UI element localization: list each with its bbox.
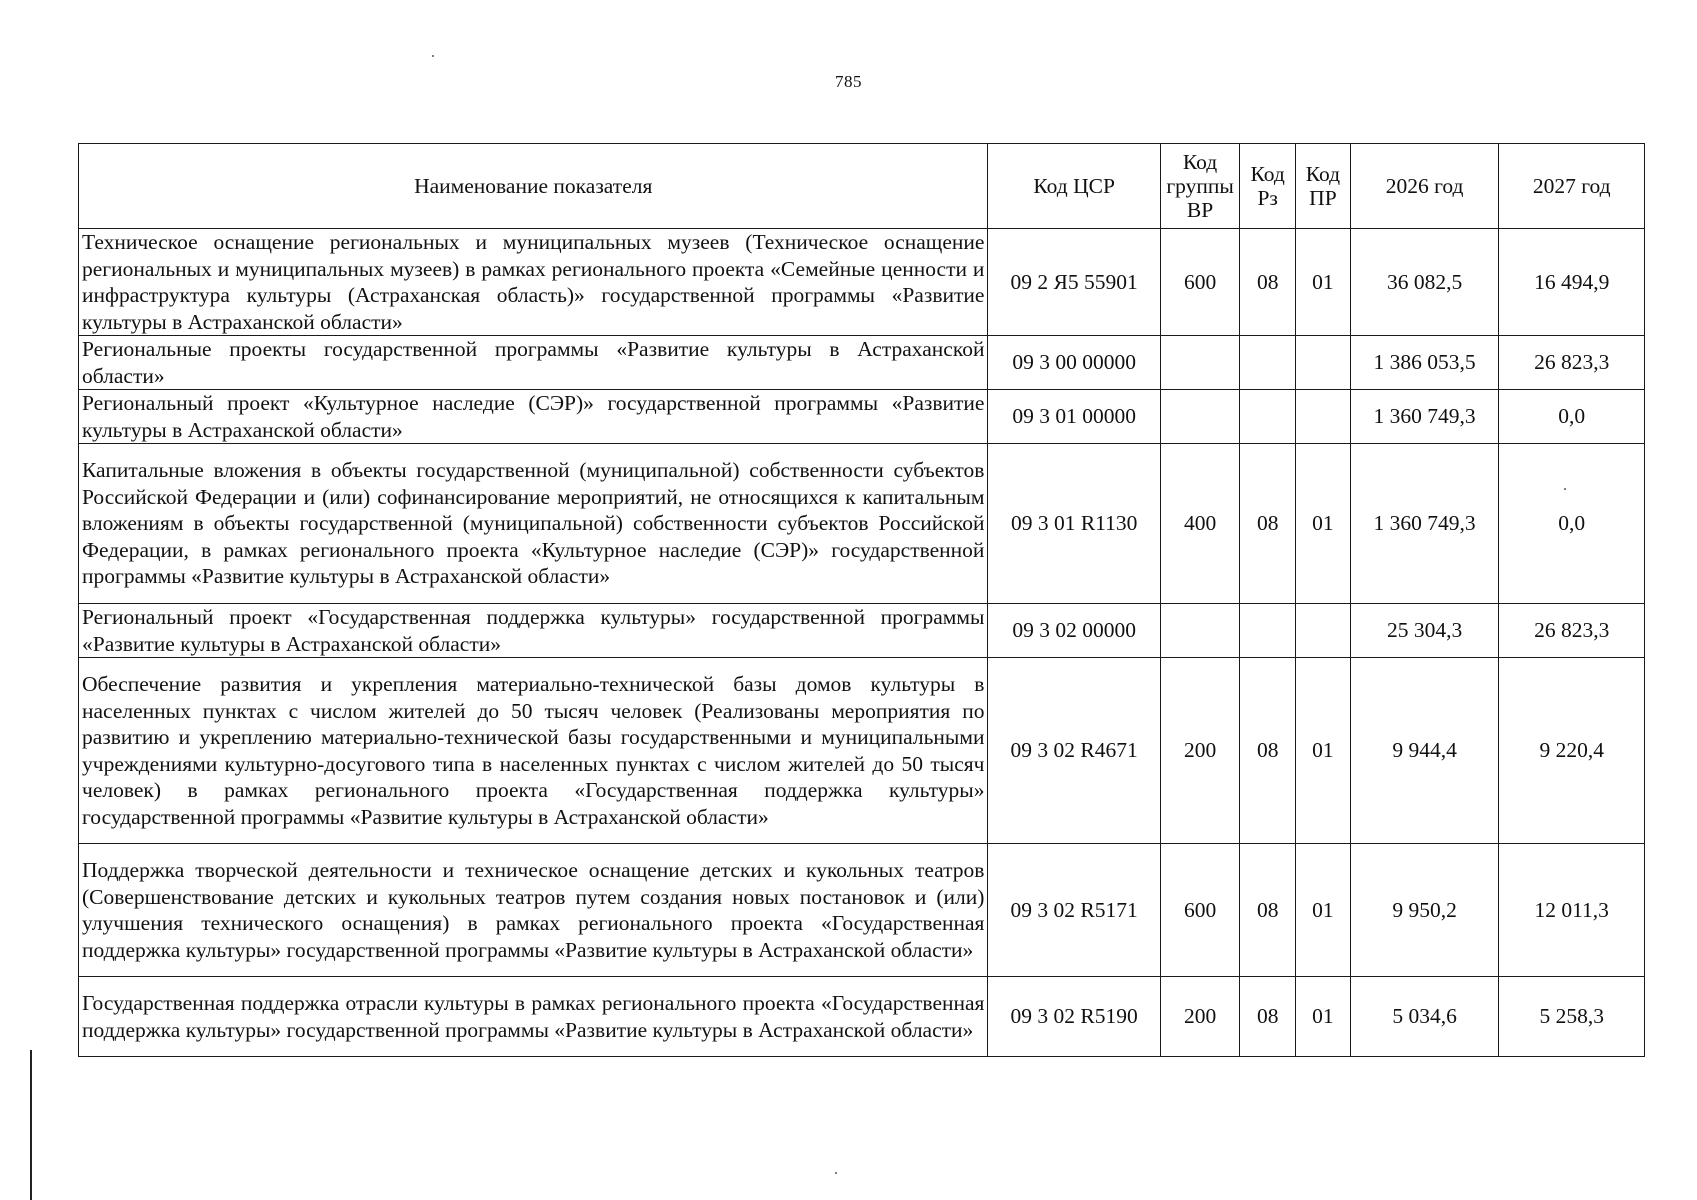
row-2027: 0,0	[1499, 444, 1645, 604]
row-2027: 9 220,4	[1499, 658, 1645, 844]
header-2026: 2026 год	[1350, 144, 1499, 229]
row-rz: 08	[1240, 658, 1296, 844]
header-pr: Код ПР	[1296, 144, 1351, 229]
row-csr: 09 3 02 R4671	[988, 658, 1160, 844]
row-name: Государственная поддержка отрасли культуры в рамках регионального проекта «Государственная поддержка культуры» государственной программы «Развитие культуры в Астраханской области»	[79, 977, 988, 1057]
row-rz	[1240, 390, 1296, 444]
row-csr: 09 3 02 R5190	[988, 977, 1160, 1057]
row-2027: 0,0	[1499, 390, 1645, 444]
row-2026: 25 304,3	[1350, 604, 1499, 658]
row-2026: 5 034,6	[1350, 977, 1499, 1057]
row-pr: 01	[1296, 844, 1351, 977]
header-vr: Код группы ВР	[1160, 144, 1239, 229]
row-vr: 400	[1160, 444, 1239, 604]
row-2026: 1 360 749,3	[1350, 390, 1499, 444]
table-row	[79, 977, 1645, 1057]
row-pr: 01	[1296, 658, 1351, 844]
budget-table	[78, 143, 1645, 1057]
table-row	[79, 604, 1645, 658]
row-name: Поддержка творческой деятельности и техническое оснащение детских и кукольных театров (Совершенствование детских и кукольных театров путем создания новых постановок и (или) улучшения технического оснащения) в рамках регионального проекта «Государственная поддержка культуры» государственной программы «Развитие культуры в Астраханской области»	[79, 844, 988, 977]
row-2027: 26 823,3	[1499, 604, 1645, 658]
row-rz: 08	[1240, 844, 1296, 977]
row-name: Техническое оснащение региональных и муниципальных музеев (Техническое оснащение региональных и муниципальных музеев) в рамках регионального проекта «Семейные ценности и инфраструктура культуры (Астраханская область)» государственной программы «Развитие культуры в Астраханской области»	[79, 229, 988, 336]
row-pr: 01	[1296, 229, 1351, 336]
row-2026: 1 360 749,3	[1350, 444, 1499, 604]
row-2026: 36 082,5	[1350, 229, 1499, 336]
table-row	[79, 444, 1645, 604]
row-pr: 01	[1296, 977, 1351, 1057]
row-csr: 09 3 01 00000	[988, 390, 1160, 444]
row-rz: 08	[1240, 444, 1296, 604]
row-pr	[1296, 390, 1351, 444]
row-rz	[1240, 604, 1296, 658]
table-row	[79, 658, 1645, 844]
scan-margin-line	[30, 1050, 32, 1200]
row-csr: 09 3 01 R1130	[988, 444, 1160, 604]
row-rz: 08	[1240, 229, 1296, 336]
page-number: 785	[835, 72, 862, 91]
row-csr: 09 3 02 00000	[988, 604, 1160, 658]
row-vr: 600	[1160, 844, 1239, 977]
row-2027: 26 823,3	[1499, 336, 1645, 390]
header-2027: 2027 год	[1499, 144, 1645, 229]
row-vr: 600	[1160, 229, 1239, 336]
table-row	[79, 336, 1645, 390]
header-rz: Код Рз	[1240, 144, 1296, 229]
scan-speck	[835, 1172, 837, 1174]
row-pr: 01	[1296, 444, 1351, 604]
row-2027: 5 258,3	[1499, 977, 1645, 1057]
row-2027: 12 011,3	[1499, 844, 1645, 977]
row-vr	[1160, 604, 1239, 658]
row-2026: 9 950,2	[1350, 844, 1499, 977]
table-row	[79, 229, 1645, 336]
row-csr: 09 3 00 00000	[988, 336, 1160, 390]
row-name: Капитальные вложения в объекты государственной (муниципальной) собственности субъектов Российской Федерации и (или) софинансирование мероприятий, не относящихся к капитальным вложениям в объекты государственной (муниципальной) собственности субъектов Российской Федерации, в рамках регионального проекта «Культурное наследие (СЭР)» государственной программы «Развитие культуры в Астраханской области»	[79, 444, 988, 604]
row-rz	[1240, 336, 1296, 390]
row-name: Региональные проекты государственной программы «Развитие культуры в Астраханской области»	[79, 336, 988, 390]
row-name: Региональный проект «Государственная поддержка культуры» государственной программы «Развитие культуры в Астраханской области»	[79, 604, 988, 658]
row-2026: 1 386 053,5	[1350, 336, 1499, 390]
table-row	[79, 844, 1645, 977]
row-name: Региональный проект «Культурное наследие (СЭР)» государственной программы «Развитие культуры в Астраханской области»	[79, 390, 988, 444]
row-2027: 16 494,9	[1499, 229, 1645, 336]
row-vr: 200	[1160, 977, 1239, 1057]
header-name: Наименование показателя	[79, 144, 988, 229]
row-pr	[1296, 336, 1351, 390]
row-2026: 9 944,4	[1350, 658, 1499, 844]
row-vr: 200	[1160, 658, 1239, 844]
row-csr: 09 3 02 R5171	[988, 844, 1160, 977]
row-rz: 08	[1240, 977, 1296, 1057]
row-vr	[1160, 336, 1239, 390]
row-vr	[1160, 390, 1239, 444]
table-row	[79, 390, 1645, 444]
scan-speck	[432, 55, 434, 57]
scan-speck	[1564, 488, 1566, 490]
row-pr	[1296, 604, 1351, 658]
table-header-row	[79, 144, 1645, 229]
row-name: Обеспечение развития и укрепления материально-технической базы домов культуры в населенных пунктах с числом жителей до 50 тысяч человек (Реализованы мероприятия по развитию и укреплению материально-технической базы государственными и муниципальными учреждениями культурно-досугового типа в населенных пунктах с числом жителей до 50 тысяч человек) в рамках регионального проекта «Государственная поддержка культуры» государственной программы «Развитие культуры в Астраханской области»	[79, 658, 988, 844]
header-csr: Код ЦСР	[988, 144, 1160, 229]
row-csr: 09 2 Я5 55901	[988, 229, 1160, 336]
